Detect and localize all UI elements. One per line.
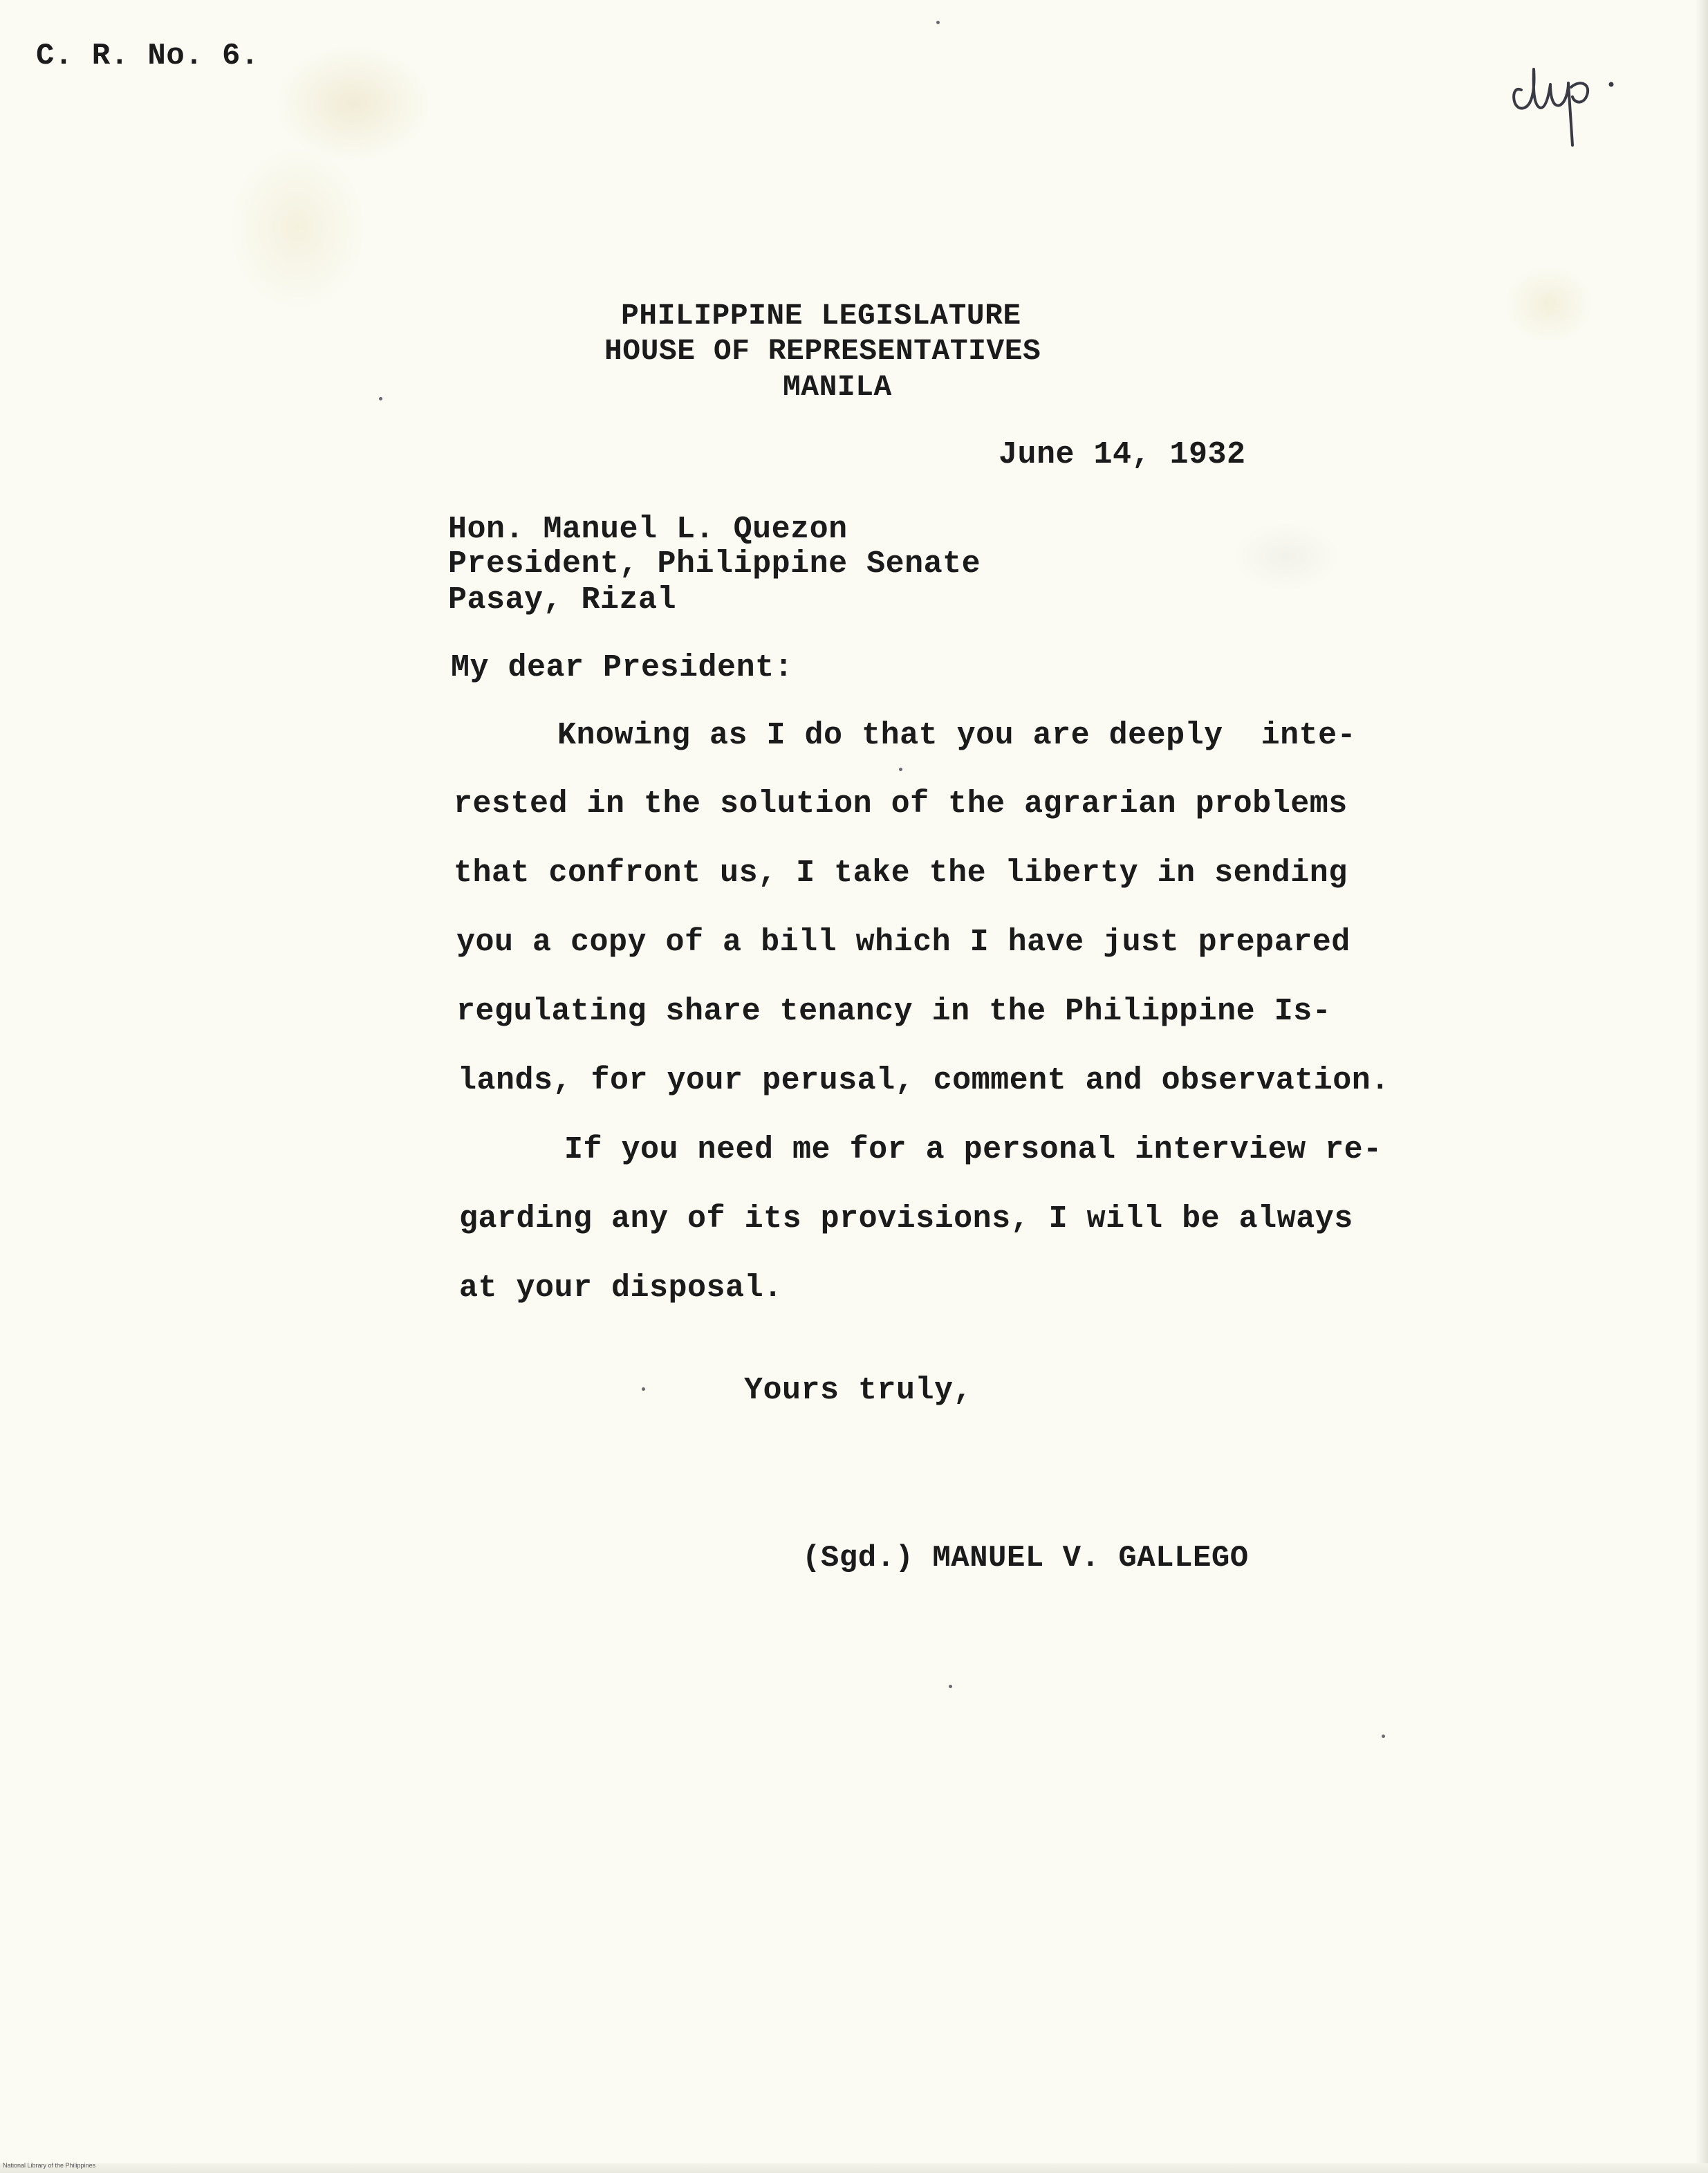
letterhead-line-2: HOUSE OF REPRESENTATIVES xyxy=(604,334,1041,368)
reference-number: C. R. No. 6. xyxy=(36,39,259,73)
body-line: at your disposal. xyxy=(459,1270,783,1306)
body-line: you a copy of a bill which I have just prepared xyxy=(456,925,1350,960)
salutation: My dear President: xyxy=(451,650,794,685)
body-line: regulating share tenancy in the Philippine Is- xyxy=(456,994,1332,1029)
recipient-location: Pasay, Rizal xyxy=(448,582,677,618)
scan-bottom-edge xyxy=(0,2163,1708,2173)
closing: Yours truly, xyxy=(744,1373,973,1408)
archive-footer: National Library of the Philippines xyxy=(3,2162,96,2169)
body-line: that confront us, I take the liberty in sending xyxy=(454,856,1348,891)
paper-speck xyxy=(1382,1735,1385,1738)
body-line: Knowing as I do that you are deeply inte- xyxy=(557,718,1357,753)
body-line: rested in the solution of the agrarian problems xyxy=(454,786,1348,822)
paper-speck xyxy=(899,768,902,771)
body-line: lands, for your perusal, comment and observation. xyxy=(458,1063,1390,1098)
letterhead-line-3: MANILA xyxy=(783,370,892,404)
recipient-title: President, Philippine Senate xyxy=(448,546,981,582)
paper-speck xyxy=(949,1685,952,1688)
signature-line: (Sgd.) MANUEL V. GALLEGO xyxy=(802,1541,1249,1575)
paper-speck xyxy=(936,21,940,24)
letterhead-line-1: PHILIPPINE LEGISLATURE xyxy=(621,299,1021,333)
paper-speck xyxy=(642,1387,645,1391)
letter-date: June 14, 1932 xyxy=(999,437,1246,472)
body-line: If you need me for a personal interview re- xyxy=(564,1132,1382,1167)
body-line: garding any of its provisions, I will be always xyxy=(459,1201,1353,1237)
paper-speck xyxy=(379,397,382,400)
handwritten-note-dup xyxy=(1509,48,1647,159)
recipient-name: Hon. Manuel L. Quezon xyxy=(448,512,848,547)
